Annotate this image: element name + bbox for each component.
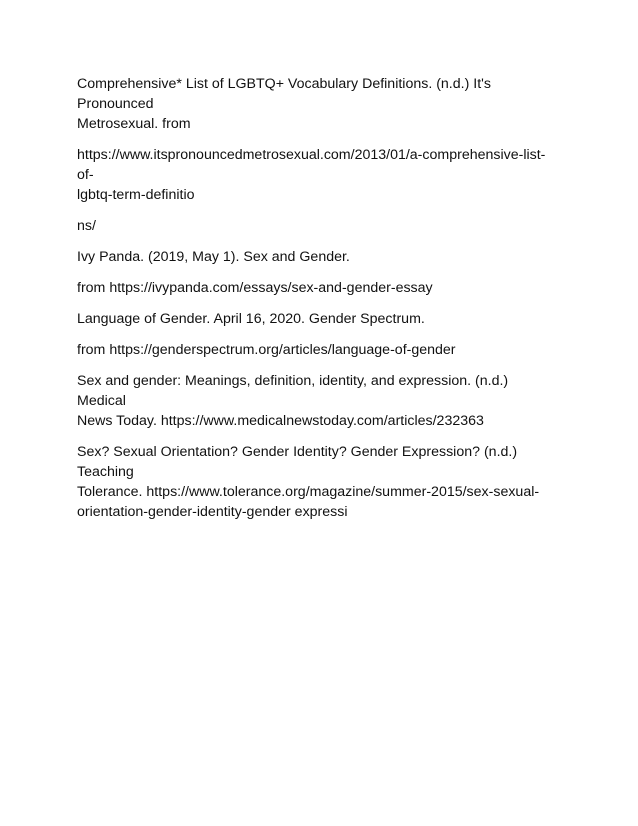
reference-line: from https://ivypanda.com/essays/sex-and-gender-essay [77,280,433,296]
reference-line: orientation-gender-identity-gender expressi [77,504,348,520]
reference-line: Metrosexual. from [77,116,191,132]
reference-item [77,309,557,329]
reference-item [77,371,557,431]
reference-item [77,247,557,267]
reference-line: Comprehensive* List of LGBTQ+ Vocabulary Definitions. (n.d.) It's Pronounced [77,76,491,112]
reference-item [77,340,557,360]
reference-line: Tolerance. https://www.tolerance.org/magazine/summer-2015/sex-sexual- [77,484,540,500]
reference-item [77,216,557,236]
reference-line: Ivy Panda. (2019, May 1). Sex and Gender. [77,249,350,265]
reference-item [77,145,557,205]
reference-line: lgbtq-term-definitio [77,187,195,203]
reference-line: News Today. https://www.medicalnewstoday.com/articles/232363 [77,413,484,429]
reference-line: https://www.itspronouncedmetrosexual.com/2013/01/a-comprehensive-list-of- [77,147,546,183]
reference-line: Sex and gender: Meanings, definition, identity, and expression. (n.d.) Medical [77,373,509,409]
reference-item [77,74,557,134]
reference-line: Language of Gender. April 16, 2020. Gender Spectrum. [77,311,425,327]
reference-line: from https://genderspectrum.org/articles/language-of-gender [77,342,456,358]
reference-line: ns/ [77,218,96,234]
reference-list [77,74,557,533]
reference-item [77,442,557,522]
reference-line: Sex? Sexual Orientation? Gender Identity? Gender Expression? (n.d.) Teaching [77,444,518,480]
reference-item [77,278,557,298]
